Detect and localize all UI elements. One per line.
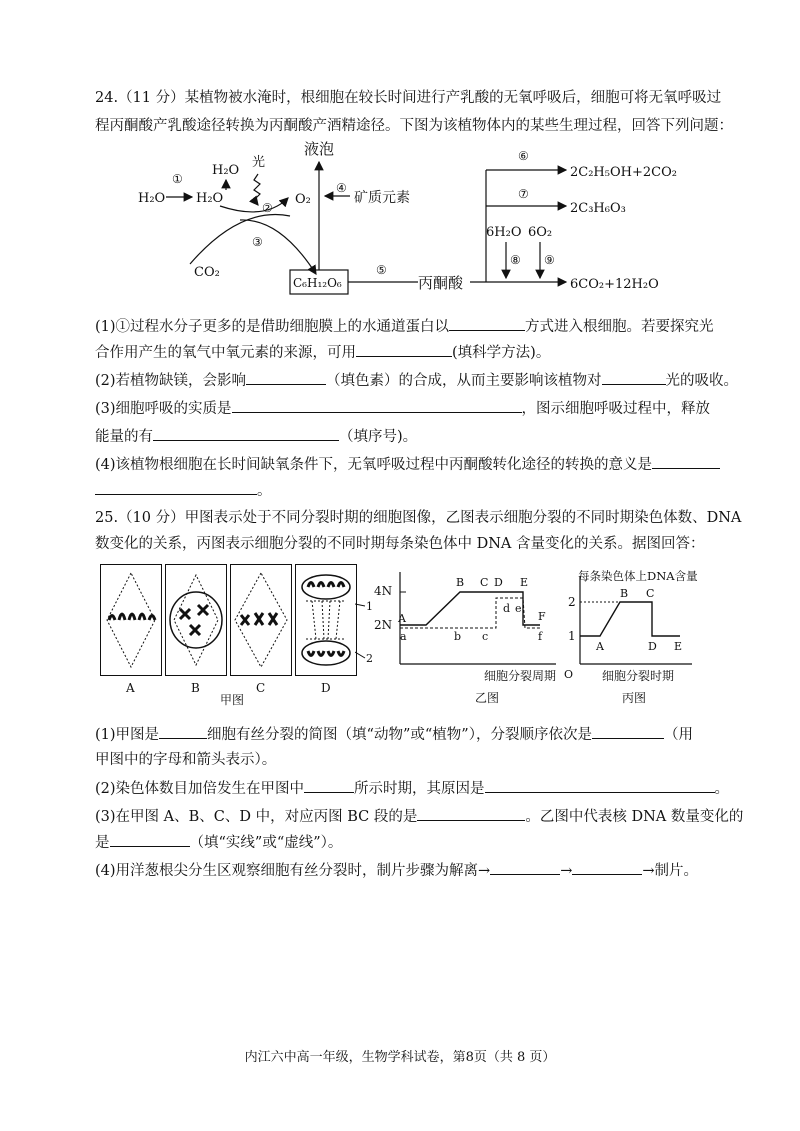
yi-point-F: F [538, 610, 546, 623]
step-8: ⑧ [510, 253, 521, 267]
step-1: ① [172, 172, 183, 186]
answer-blank-6[interactable] [153, 424, 339, 441]
answer-blank-10[interactable] [592, 722, 664, 739]
yi-point-e: e [515, 602, 522, 615]
q24-s3-text-a: (3)细胞呼吸的实质是 [95, 401, 232, 417]
bing-caption: 丙图 [622, 691, 647, 705]
q24-s3-text-d: （填序号)。 [339, 429, 418, 445]
step-7: ⑦ [518, 187, 529, 201]
q25-s4 [95, 858, 698, 883]
bing-tick-2: 2 [568, 595, 576, 609]
q25-s2 [95, 776, 729, 801]
answer-blank-16[interactable] [572, 858, 642, 875]
yi-graph [370, 562, 565, 692]
q24-s3-text-c: 能量的有 [95, 429, 153, 445]
answer-blank-9[interactable] [159, 722, 207, 739]
cell-a-label: A [126, 681, 135, 695]
q25-s4-text-a: (4)用洋葱根尖分生区观察细胞有丝分裂时，制片步骤为解离→ [95, 863, 491, 879]
q24-s1-text-a: (1)①过程水分子更多的是借助细胞膜上的水通道蛋白以 [95, 319, 450, 335]
input-h2o: 6H₂O [486, 225, 522, 240]
q25-s1-text-b: 细胞有丝分裂的简图（填“动物”或“植物”），分裂顺序依次是 [207, 727, 592, 743]
yi-point-C: C [480, 576, 489, 589]
q24-s3-text-b: ，图示细胞呼吸过程中，释放 [521, 401, 711, 417]
q24-s1-line1 [95, 314, 714, 339]
q24-header: 24.（11 分）某植物被水淹时，根细胞在较长时间进行产乳酸的无氧呼吸后，细胞可将无氧呼吸过 [95, 90, 722, 106]
answer-blank-7[interactable] [652, 452, 720, 469]
q24-s1-line2 [95, 340, 550, 365]
q24-s4-line2 [95, 478, 272, 503]
answer-blank-14[interactable] [110, 830, 190, 847]
q25-header-2: 数变化的关系，丙图表示细胞分裂的不同时期每条染色体中 DNA 含量变化的关系。据图回答： [95, 536, 705, 552]
answer-blank-12[interactable] [485, 776, 715, 793]
q25-s1-text-c: （用 [663, 727, 693, 743]
jia-caption: 甲图 [220, 693, 245, 707]
cell-b-label: B [191, 681, 200, 695]
bing-point-D: D [648, 640, 657, 653]
bing-origin: O [564, 668, 574, 681]
yi-point-A: A [398, 612, 406, 625]
vacuole-label: 液泡 [304, 140, 335, 158]
q25-s4-text-c: →制片。 [642, 863, 698, 879]
marker-2: 2 [366, 652, 373, 665]
q24-s2-text-b: （填色素）的合成，从而主要影响该植物对 [326, 373, 602, 389]
q24-s3-line2 [95, 424, 417, 449]
cell-b-spindle [166, 565, 226, 675]
q25-s3-text-a: (3)在甲图 A、B、C、D 中，对应丙图 BC 段的是 [95, 809, 418, 825]
yi-point-f: f [538, 630, 543, 643]
q25-s3-line2 [95, 830, 342, 855]
marker-1: 1 [366, 600, 373, 613]
minerals-label: 矿质元素 [354, 190, 410, 206]
q24-diagram [120, 136, 700, 306]
q24-header-2: 程丙酮酸产乳酸途径转换为丙酮酸产酒精途径。下图为该植物体内的某些生理过程，回答下列问题： [95, 118, 733, 134]
bing-xlabel: 细胞分裂时期 [602, 669, 675, 683]
cell-c-label: C [256, 681, 266, 695]
yi-point-b: b [454, 630, 462, 643]
answer-blank-3[interactable] [246, 368, 326, 385]
q24-s3-line1 [95, 396, 710, 421]
q24-s1-text-b: 方式进入根细胞。若要探究光 [525, 319, 714, 335]
yi-tick-2n: 2N [374, 618, 393, 632]
step-6: ⑥ [518, 149, 529, 163]
q24-s4-line1 [95, 452, 720, 477]
cell-a [100, 564, 162, 676]
cell-d [295, 564, 357, 676]
yi-point-c: c [482, 630, 489, 643]
bing-point-B: B [620, 587, 629, 600]
co2-label: CO₂ [194, 265, 220, 280]
q25-s2-text-c: 。 [714, 781, 730, 797]
glucose-label: C₆H₁₂O₆ [293, 276, 342, 290]
bing-point-A: A [596, 640, 604, 653]
cell-d-label: D [321, 681, 331, 695]
q25-s3-text-b: 。乙图中代表核 DNA 数量变化的 [525, 809, 744, 825]
q25-s3-text-d: （填“实线”或“虚线”）。 [189, 835, 343, 851]
bing-point-E: E [674, 640, 683, 653]
q25-s1-line1 [95, 722, 693, 747]
q24-s4-text-a: (4)该植物根细胞在长时间缺氧条件下，无氧呼吸过程中丙酮酸转化途径的转换的意义是 [95, 457, 653, 473]
yi-point-B: B [456, 576, 465, 589]
step-2: ② [262, 201, 273, 215]
h2o-label-c: H₂O [212, 163, 240, 178]
product-7: 2C₃H₆O₃ [570, 201, 626, 216]
q25-s1-text-a: (1)甲图是 [95, 727, 160, 743]
bing-point-C: C [646, 587, 655, 600]
yi-point-a: a [400, 630, 407, 643]
q24-s4-text-b: 。 [257, 483, 272, 499]
input-o2: 6O₂ [528, 225, 553, 240]
curve-co2 [190, 215, 290, 264]
yi-point-E: E [520, 576, 529, 589]
pyruvate-label: 丙酮酸 [418, 274, 464, 292]
light-label: 光 [252, 155, 266, 170]
yi-caption: 乙图 [475, 691, 500, 705]
light-zigzag [254, 174, 260, 205]
answer-blank-2[interactable] [356, 340, 452, 357]
bing-graph [562, 562, 712, 692]
answer-blank-15[interactable] [490, 858, 560, 875]
yi-point-d: d [503, 602, 511, 615]
q25-s3-line1 [95, 804, 743, 829]
cell-c [230, 564, 292, 676]
q24-s2 [95, 368, 738, 393]
answer-blank-5[interactable] [232, 396, 522, 413]
cell-d-spindle [296, 565, 356, 675]
bing-ylabel: 每条染色体上DNA含量 [578, 569, 698, 583]
step-4: ④ [336, 181, 347, 195]
q25-s1-line2: 甲图中的字母和箭头表示）。 [95, 752, 277, 768]
product-6: 2C₂H₅OH+2CO₂ [570, 165, 677, 180]
answer-blank-4[interactable] [602, 368, 666, 385]
q24-s2-text-c: 光的吸收。 [665, 373, 739, 389]
h2o-label-b: H₂O [196, 191, 224, 206]
q25-s2-text-b: 所示时期，其原因是 [354, 781, 485, 797]
yi-tick-4n: 4N [374, 584, 393, 598]
answer-blank-13[interactable] [417, 804, 525, 821]
answer-blank-11[interactable] [304, 776, 354, 793]
q25-s3-text-c: 是 [95, 835, 110, 851]
q24-s1-text-c: 合作用产生的氧气中氧元素的来源，可用 [95, 345, 356, 361]
cell-b [165, 564, 227, 676]
bing-tick-1: 1 [568, 629, 576, 643]
q25-s4-text-b: → [560, 863, 573, 879]
step-5: ⑤ [376, 263, 387, 277]
q24-s1-text-d: (填科学方法)。 [452, 345, 551, 361]
o2-label: O₂ [295, 192, 311, 207]
product-89: 6CO₂+12H₂O [570, 277, 659, 292]
cell-a-spindle [101, 565, 161, 675]
h2o-label-a: H₂O [138, 191, 166, 206]
q25-s2-text-a: (2)染色体数目加倍发生在甲图中 [95, 781, 305, 797]
page-footer: 内江六中高一年级，生物学科试卷，第8页（共 8 页） [244, 1050, 556, 1065]
yi-xlabel: 细胞分裂周期 [484, 669, 557, 683]
answer-blank-1[interactable] [449, 314, 525, 331]
q25-header: 25.（10 分）甲图表示处于不同分裂时期的细胞图像，乙图表示细胞分裂的不同时期染色体数、DNA [95, 510, 742, 526]
answer-blank-8[interactable] [95, 478, 257, 495]
yi-point-D: D [494, 576, 503, 589]
bing-line [580, 602, 680, 636]
q24-s2-text-a: (2)若植物缺镁，会影响 [95, 373, 247, 389]
step-9: ⑨ [544, 253, 555, 267]
cell-c-spindle [231, 565, 291, 675]
step-3: ③ [252, 235, 263, 249]
